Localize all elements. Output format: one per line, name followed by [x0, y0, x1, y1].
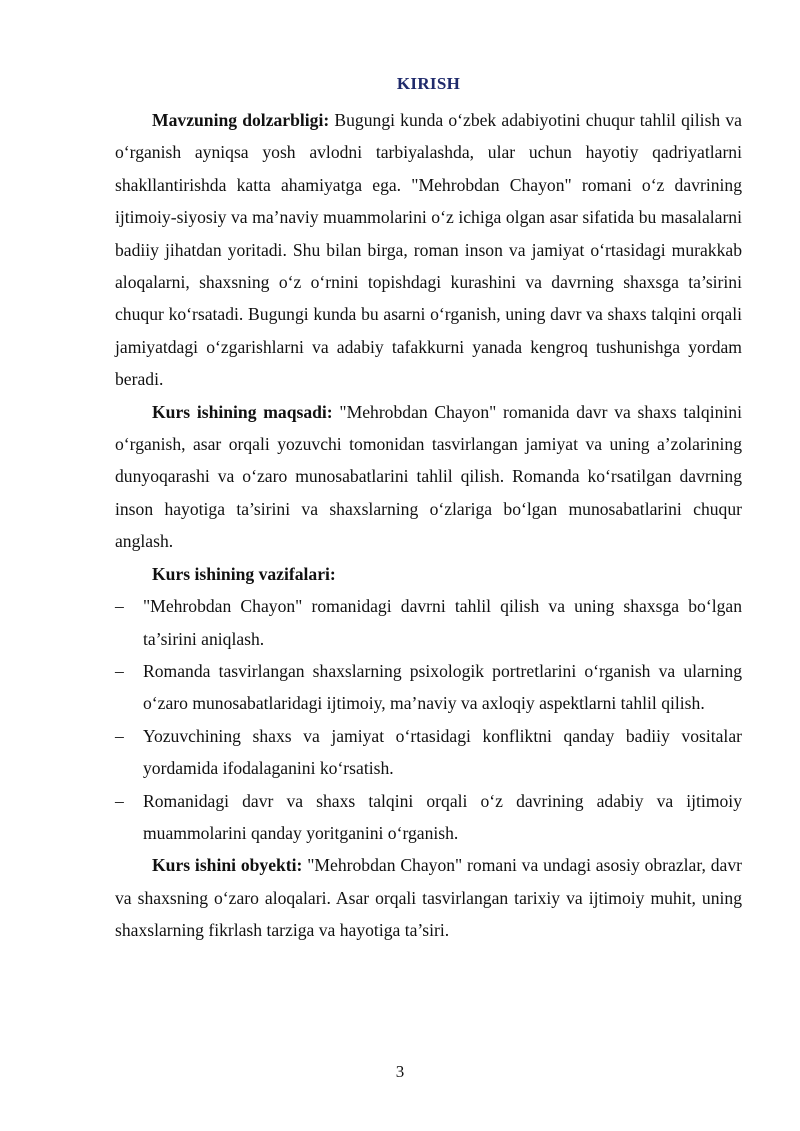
list-item-text: Romanda tasvirlangan shaxslarning psixologik portretlarini o‘rganish va ularning o‘zaro munosabatlaridagi ijtimoiy, ma’naviy va axloqiy aspektlarni tahlil qilish. [143, 660, 742, 714]
page-number: 3 [395, 1062, 405, 1081]
relevance-label: Mavzuning dolzarbligi: [152, 110, 330, 130]
list-item [115, 720, 742, 785]
paragraph-tasks-heading [115, 558, 742, 590]
paragraph-goal [115, 396, 742, 558]
section-heading: KIRISH [396, 74, 461, 93]
document-body [115, 104, 742, 947]
object-text: "Mehrobdan Chayon" romani va undagi asosiy obrazlar, davr va shaxsning o‘zaro aloqalari. Asar orqali tasvirlangan tarixiy va ijtimoiy muhit, uning shaxslarning fikrlash tarziga va hayotiga ta’siri. [115, 855, 742, 941]
dash-bullet: – [115, 790, 124, 811]
paragraph-object [115, 849, 742, 946]
relevance-text: Bugungi kunda o‘zbek adabiyotini chuqur tahlil qilish va o‘rganish ayniqsa yosh avlodni tarbiyalashda, ular uchun hayotiy qadriyatlarni shakllantirishda katta ahamiyatga ega. "Mehrobdan Chayon" romani o‘z davrining ijtimoiy-siyosiy va ma’naviy muammolarini o‘z ichiga olgan asar sifatida bu masalalarni badiiy jihatdan yoritadi. Shu bilan birga, roman inson va jamiyat o‘rtasidagi murakkab aloqalarni, shaxsning o‘z o‘rnini topishdagi kurashini va davrning shaxsga ta’sirini chuqur ko‘rsatadi. Bugungi kunda bu asarni o‘rganish, uning davr va shaxs talqini orqali jamiyatdagi o‘zgarishlarni va adabiy tafakkurni yanada kengroq tushunishga yordam beradi. [115, 110, 742, 390]
dash-bullet: – [115, 596, 124, 617]
list-item-text: "Mehrobdan Chayon" romanidagi davrni tahlil qilish va uning shaxsga bo‘lgan ta’sirini aniqlash. [143, 596, 742, 649]
paragraph-relevance [115, 104, 742, 396]
tasks-list [115, 590, 742, 849]
list-item [115, 655, 742, 720]
object-label: Kurs ishini obyekti: [152, 855, 303, 876]
tasks-label: Kurs ishining vazifalari: [152, 563, 336, 584]
list-item [115, 785, 742, 850]
dash-bullet: – [115, 660, 124, 681]
list-item [115, 590, 742, 655]
dash-bullet: – [115, 725, 124, 746]
goal-label: Kurs ishining maqsadi: [152, 401, 333, 422]
goal-text: "Mehrobdan Chayon" romanida davr va shaxs talqinini o‘rganish, asar orqali yozuvchi tomonidan tasvirlangan jamiyat va uning a’zolarining dunyoqarashi va o‘zaro munosabatlarini tahlil qilish. Romanda ko‘rsatilgan davrning inson hayotiga ta’sirini va shaxslarning o‘zlariga bo‘lgan munosabatlarini chuqur anglash. [115, 401, 742, 552]
list-item-text: Romanidagi davr va shaxs talqini orqali o‘z davrining adabiy va ijtimoiy muammolarini qanday yoritganini o‘rganish. [143, 790, 742, 843]
list-item-text: Yozuvchining shaxs va jamiyat o‘rtasidagi konfliktni qanday badiiy vositalar yordamida ifodalaganini ko‘rsatish. [143, 725, 742, 779]
